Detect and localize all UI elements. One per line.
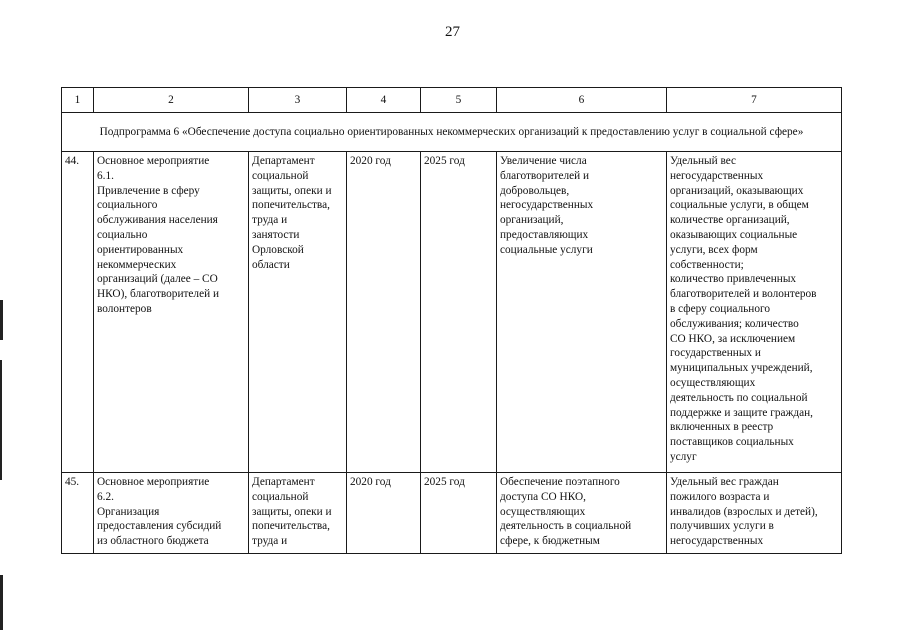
- row-number: 44.: [62, 152, 94, 473]
- page-number: 27: [445, 24, 460, 40]
- column-header-3: 3: [249, 88, 347, 113]
- result-cell: Обеспечение поэтапного доступа СО НКО, осуществляющих деятельность в социальной сфере, к бюджетным: [497, 473, 667, 554]
- start-year-cell: 2020 год: [347, 152, 421, 473]
- activities-table: [61, 87, 842, 554]
- column-header-6: 6: [497, 88, 667, 113]
- scan-edge-mark: [0, 360, 2, 480]
- row-number: 45.: [62, 473, 94, 554]
- column-header-5: 5: [421, 88, 497, 113]
- indicator-cell: Удельный вес граждан пожилого возраста и инвалидов (взрослых и детей), получивших услуги в негосударственных: [667, 473, 842, 554]
- result-cell: Увеличение числа благотворителей и добровольцев, негосударственных организаций, предоставляющих социальные услуги: [497, 152, 667, 473]
- start-year-cell: 2020 год: [347, 473, 421, 554]
- column-number-row: [62, 88, 842, 113]
- end-year-cell: 2025 год: [421, 473, 497, 554]
- table-row: [62, 152, 842, 473]
- subprogram-title: Подпрограмма 6 «Обеспечение доступа социально ориентированных некоммерческих организаций к предоставлению услуг в социальной сфере»: [62, 113, 842, 152]
- subprogram-row: [62, 113, 842, 152]
- end-year-cell: 2025 год: [421, 152, 497, 473]
- scan-edge-mark: [0, 300, 3, 340]
- table-row: [62, 473, 842, 554]
- scan-edge-mark: [0, 575, 3, 630]
- executor-cell: Департамент социальной защиты, опеки и попечительства, труда и занятости Орловской области: [249, 152, 347, 473]
- executor-cell: Департамент социальной защиты, опеки и попечительства, труда и: [249, 473, 347, 554]
- column-header-1: 1: [62, 88, 94, 113]
- event-cell: Основное мероприятие 6.1. Привлечение в сферу социального обслуживания населения социально ориентированных некоммерческих организаций (далее – СО НКО), благотворителей и волонтеров: [94, 152, 249, 473]
- column-header-2: 2: [94, 88, 249, 113]
- column-header-4: 4: [347, 88, 421, 113]
- indicator-cell: Удельный вес негосударственных организаций, оказывающих социальные услуги, в общем количестве организаций, оказывающих социальные услуги, всех форм собственности; количество привлеченных благотворителей и волонтеров в сферу социального обслуживания; количество СО НКО, за исключением государственных и муниципальных учреждений, осуществляющих деятельность по социальной поддержке и защите граждан, включенных в реестр поставщиков социальных услуг: [667, 152, 842, 473]
- column-header-7: 7: [667, 88, 842, 113]
- event-cell: Основное мероприятие 6.2. Организация предоставления субсидий из областного бюджета: [94, 473, 249, 554]
